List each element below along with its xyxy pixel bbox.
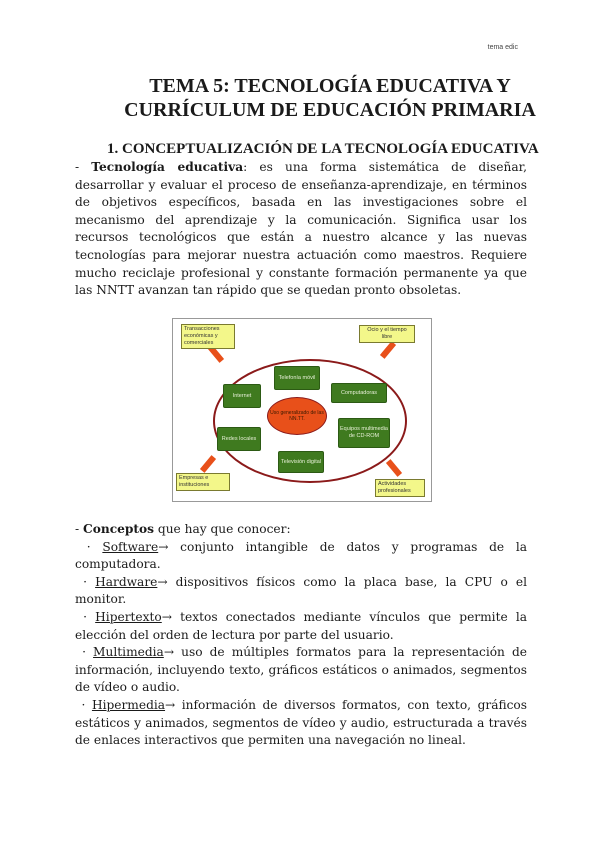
concept-definition: → textos conectados mediante vínculos que permite la elección del orden de lectura por parte del usuario. bbox=[75, 609, 527, 642]
section-heading: 1. CONCEPTUALIZACIÓN DE LA TECNOLOGÍA EDUCATIVA bbox=[107, 141, 539, 157]
nntt-diagram bbox=[172, 318, 432, 502]
paragraph-tecnologia-educativa bbox=[75, 159, 527, 300]
title-line: TEMA 5: TECNOLOGÍA EDUCATIVA Y bbox=[149, 75, 511, 97]
concept-definition: → uso de múltiples formatos para la representación de información, incluyendo texto, gráficos estáticos o animados, segmentos de vídeo o audio. bbox=[75, 645, 527, 695]
page-title bbox=[0, 74, 600, 122]
node-box: Equipos multimedia de CD-ROM bbox=[338, 418, 390, 448]
concept-definition: → dispositivos físicos como la placa base, la CPU o el monitor. bbox=[75, 574, 527, 607]
node-box: Televisión digital bbox=[278, 451, 324, 473]
definition: : es una forma sistemática de diseñar, desarrollar y evaluar el proceso de enseñanza-aprendizaje, en términos de objetivos específicos, basada en las investigaciones sobre el mecanismo del aprendizaje y la comunicación. Significa usar los recursos tecnológicos que están a nuestro alcance y las nuevas tecnologías para mejorar nuestra actuación como maestros. Requiere mucho reciclaje profesional y constante formación permanente ya que las NNTT avanzan tan rápido que se quedan pronto obsoletas. bbox=[75, 160, 527, 298]
concept-item: · Multimedia→ uso de múltiples formatos para la representación de información, incluyendo texto, gráficos estáticos o animados, segmentos de vídeo o audio. bbox=[75, 645, 527, 695]
intro-text: que hay que conocer: bbox=[154, 522, 291, 536]
concepts-intro bbox=[75, 521, 527, 539]
arrow-icon bbox=[380, 341, 396, 359]
concept-definition: → información de diversos formatos, con texto, gráficos estáticos y animados, segmentos de vídeo y audio, estructurada a través de enlaces interactivos que permiten una navegación no lineal. bbox=[75, 697, 528, 748]
concepts-section bbox=[75, 521, 527, 750]
page-header: tema edic bbox=[487, 44, 518, 51]
term: Tecnología educativa bbox=[91, 160, 244, 174]
outcome-box: Actividades profesionales bbox=[375, 479, 425, 497]
outcome-box: Transacciones económicas y comerciales bbox=[181, 324, 235, 349]
dash: - bbox=[75, 160, 92, 174]
node-box: Computadoras bbox=[331, 383, 387, 403]
concept-item: · Hipermedia→ información de diversos formatos, con texto, gráficos estáticos y animados, segmentos de vídeo y audio, estructurada a través de enlaces interactivos que permiten una navegación no lineal. bbox=[75, 697, 528, 748]
concept-term: Hipertexto bbox=[95, 609, 162, 624]
center-node: Uso generalizado de las NN.TT. bbox=[267, 397, 327, 435]
node-box: Internet bbox=[223, 384, 261, 408]
outcome-box: Empresas e instituciones bbox=[176, 473, 230, 491]
arrow-icon bbox=[200, 455, 216, 473]
concept-term: Hardware bbox=[95, 574, 158, 589]
node-box: Redes locales bbox=[217, 427, 261, 451]
dash: - bbox=[75, 522, 83, 536]
concept-item: · Hardware→ dispositivos físicos como la placa base, la CPU o el monitor. bbox=[75, 574, 527, 607]
concept-item: · Hipertexto→ textos conectados mediante vínculos que permite la elección del orden de lectura por parte del usuario. bbox=[75, 609, 527, 642]
concept-term: Hipermedia bbox=[91, 697, 166, 712]
term: Conceptos bbox=[83, 522, 155, 536]
concept-term: Multimedia bbox=[93, 645, 164, 660]
concept-term: Software bbox=[102, 539, 159, 554]
arrow-icon bbox=[386, 459, 402, 477]
concept-item: · Software→ conjunto intangible de datos y programas de la computadora. bbox=[75, 539, 527, 572]
concept-definition: → conjunto intangible de datos y programas de la computadora. bbox=[75, 539, 527, 572]
outcome-box: Ocio y el tiempo libre bbox=[359, 325, 415, 343]
title-line: CURRÍCULUM DE EDUCACIÓN PRIMARIA bbox=[124, 99, 536, 121]
node-box: Telefonía móvil bbox=[274, 366, 320, 390]
